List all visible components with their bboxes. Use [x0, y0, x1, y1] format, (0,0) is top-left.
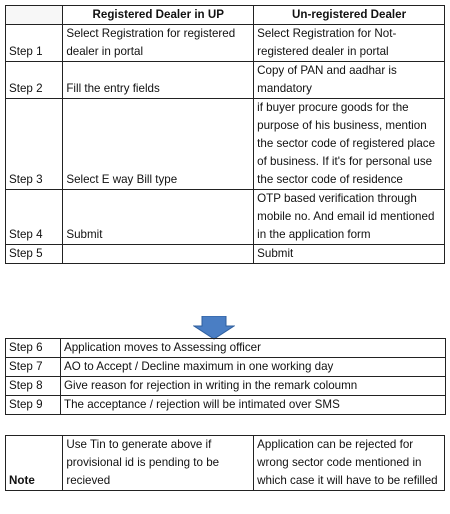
registered-cell: Fill the entry fields: [63, 62, 254, 99]
header-unregistered: Un-registered Dealer: [254, 6, 445, 25]
table-row: [6, 436, 445, 491]
step-text: Application moves to Assessing officer: [61, 339, 446, 358]
step-label: Step 4: [6, 190, 63, 245]
step-label: Step 6: [6, 339, 61, 358]
step-label: Step 2: [6, 62, 63, 99]
registered-cell: Select E way Bill type: [63, 99, 254, 190]
unregistered-cell: Select Registration for Not-registered dealer in portal: [254, 25, 445, 62]
registered-cell: Select Registration for registered dealer in portal: [63, 25, 254, 62]
table-row: [6, 245, 445, 264]
table-row: [6, 396, 446, 415]
registered-cell: Submit: [63, 190, 254, 245]
step-label: Step 5: [6, 245, 63, 264]
step-text: The acceptance / rejection will be intimated over SMS: [61, 396, 446, 415]
common-steps-table: [5, 338, 446, 415]
step-label: Step 7: [6, 358, 61, 377]
step-label: Step 8: [6, 377, 61, 396]
step-label: Step 9: [6, 396, 61, 415]
table-row: [6, 358, 446, 377]
note-unregistered: Application can be rejected for wrong sector code mentioned in which case it will have to be refilled: [254, 436, 445, 491]
registered-cell: [63, 245, 254, 264]
header-registered: Registered Dealer in UP: [63, 6, 254, 25]
step-label: Step 3: [6, 99, 63, 190]
header-step: [6, 6, 63, 25]
table-row: [6, 190, 445, 245]
unregistered-cell: Copy of PAN and aadhar is mandatory: [254, 62, 445, 99]
arrow-shape: [194, 316, 234, 339]
note-table: [5, 435, 445, 491]
steps-comparison-table: [5, 5, 445, 264]
table-row: [6, 99, 445, 190]
note-registered: Use Tin to generate above if provisional id is pending to be recieved: [63, 436, 254, 491]
table-row: [6, 62, 445, 99]
unregistered-cell: if buyer procure goods for the purpose of his business, mention the sector code of registered place of business. If it's for personal use the sector code of residence: [254, 99, 445, 190]
unregistered-cell: OTP based verification through mobile no. And email id mentioned in the application form: [254, 190, 445, 245]
step-text: AO to Accept / Decline maximum in one working day: [61, 358, 446, 377]
step-label: Step 1: [6, 25, 63, 62]
table-row: [6, 377, 446, 396]
table-header-row: [6, 6, 445, 25]
table-row: [6, 339, 446, 358]
note-label: Note: [6, 436, 63, 491]
table-row: [6, 25, 445, 62]
unregistered-cell: Submit: [254, 245, 445, 264]
down-arrow-icon: [193, 316, 235, 340]
step-text: Give reason for rejection in writing in the remark coloumn: [61, 377, 446, 396]
